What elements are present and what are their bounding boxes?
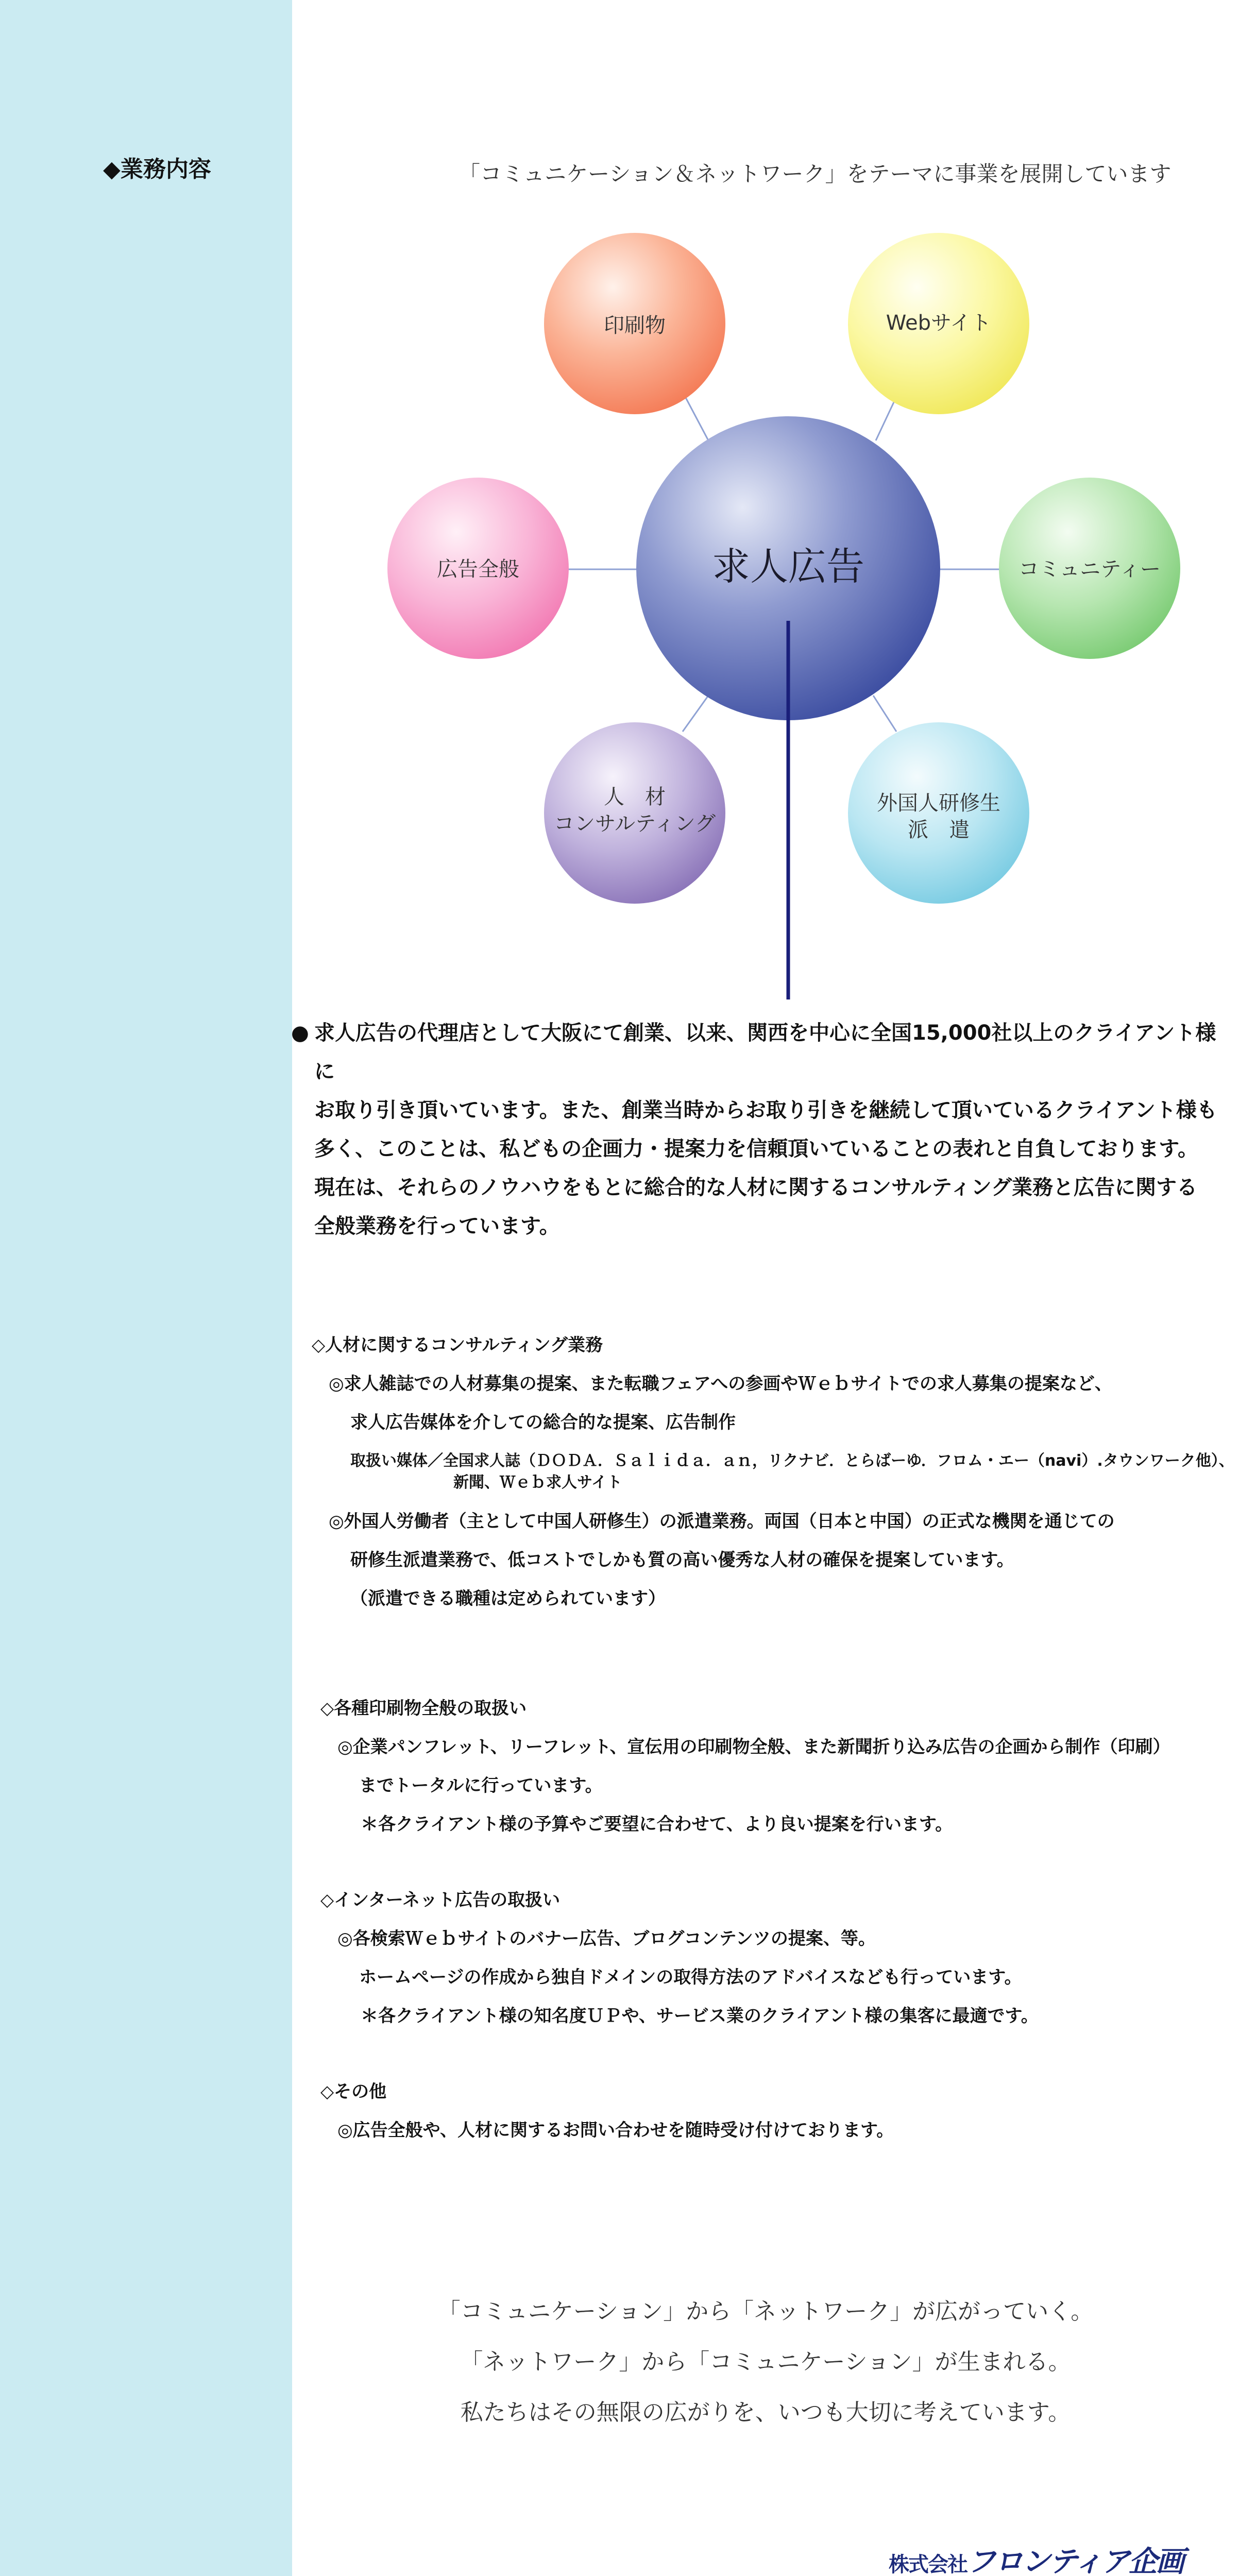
print-heading: ◇各種印刷物全般の取扱い [320,1698,527,1719]
company-logo [889,2539,1183,2576]
business-hub-diagram [0,0,1239,1010]
intro-line-4: 現在は、それらのノウハウをもとに総合的な人材に関するコンサルティング業務と広告に関する [314,1176,1197,1199]
node-consulting-label-line2: コンサルティング [554,812,716,836]
logo-name: フロンティア企画 [967,2545,1183,2576]
node-print-label: 印刷物 [604,314,666,337]
intro-bullet: ● [291,1021,309,1045]
connector-web [876,397,896,440]
connector-dispatch [873,696,896,732]
internet-heading: ◇インターネット広告の取扱い [320,1890,561,1910]
node-community-label: コミュニティー [1019,557,1161,581]
consulting-line-4: 研修生派遣業務で、低コストでしかも質の高い優秀な人材の確保を提案しています。 [350,1550,1014,1570]
node-dispatch-label-line1: 外国人研修生 [877,791,1000,815]
diagram-caption: 「コミュニケーション＆ネットワーク」をテーマに事業を展開しています [459,161,1172,187]
intro-line-3: 多く、このことは、私どもの企画力・提案力を信頼頂いていることの表れと自負しております。 [314,1137,1198,1161]
consulting-line-3: ◎外国人労働者（主として中国人研修生）の派遣業務。両国（日本と中国）の正式な機関を通じての [329,1511,1115,1532]
center-label: 求人広告 [712,545,864,589]
logo-prefix: 株式会社 [889,2552,967,2576]
other-heading: ◇その他 [320,2081,387,2102]
consulting-line-1: ◎求人雑誌での人材募集の提案、また転職フェアへの参画やＷｅｂサイトでの求人募集の提案など、 [329,1374,1112,1394]
connector-print [685,397,708,440]
print-line-1: ◎企業パンフレット、リーフレット、宣伝用の印刷物全般、また新聞折り込み広告の企画から制作（印刷） [337,1737,1170,1757]
intro-line-5: 全般業務を行っています。 [314,1214,560,1238]
consulting-line-5: （派遣できる職種は定められています） [350,1588,666,1609]
print-line-3: ＊各クライアント様の予算やご要望に合わせて、より良い提案を行います。 [361,1814,953,1835]
connector-consulting [683,696,708,732]
node-web-label: Webサイト [886,311,992,335]
consulting-media-2: 新聞、Ｗｅｂ求人サイト [453,1473,622,1492]
intro-line-2: お取り引き頂いています。また、創業当時からお取り引きを継続して頂いているクライアント様も [314,1098,1217,1122]
consulting-media-1: 取扱い媒体／全国求人誌（ＤＯＤＡ．Ｓａｌｉｄａ．ａｎ，リクナビ．とらばーゆ．フロム・エー（navi）.タウンワーク他）、 [350,1452,1234,1470]
closing-line-3: 私たちはその無限の広がりを、いつも大切に考えています。 [460,2399,1071,2426]
closing-line-1: 「コミュニケーション」から「ネットワーク」が広がっていく。 [437,2298,1094,2325]
other-line-1: ◎広告全般や、人材に関するお問い合わせを随時受け付けております。 [337,2120,894,2141]
internet-line-3: ＊各クライアント様の知名度ＵＰや、サービス業のクライアント様の集客に最適です。 [361,2006,1039,2026]
node-consulting-label-line1: 人 材 [604,785,666,809]
consulting-heading: ◇人材に関するコンサルティング業務 [312,1335,603,1355]
closing-line-2: 「ネットワーク」から「コミュニケーション」が生まれる。 [460,2349,1071,2375]
print-line-2: までトータルに行っています。 [359,1775,603,1796]
consulting-line-2: 求人広告媒体を介しての総合的な提案、広告制作 [350,1412,736,1433]
intro-paragraph [291,1014,1236,1246]
intro-line-1: 求人広告の代理店として大阪にて創業、以来、関西を中心に全国15,000社以上のクライアント様に [314,1021,1216,1083]
node-ad-label: 広告全般 [437,557,519,581]
internet-line-1: ◎各検索Ｗｅｂサイトのバナー広告、ブログコンテンツの提案、等。 [337,1928,876,1949]
section-title: ◆業務内容 [103,156,211,182]
internet-line-2: ホームページの作成から独自ドメインの取得方法のアドバイスなども行っています。 [359,1967,1022,1988]
node-dispatch-label-line2: 派 遣 [908,818,970,842]
